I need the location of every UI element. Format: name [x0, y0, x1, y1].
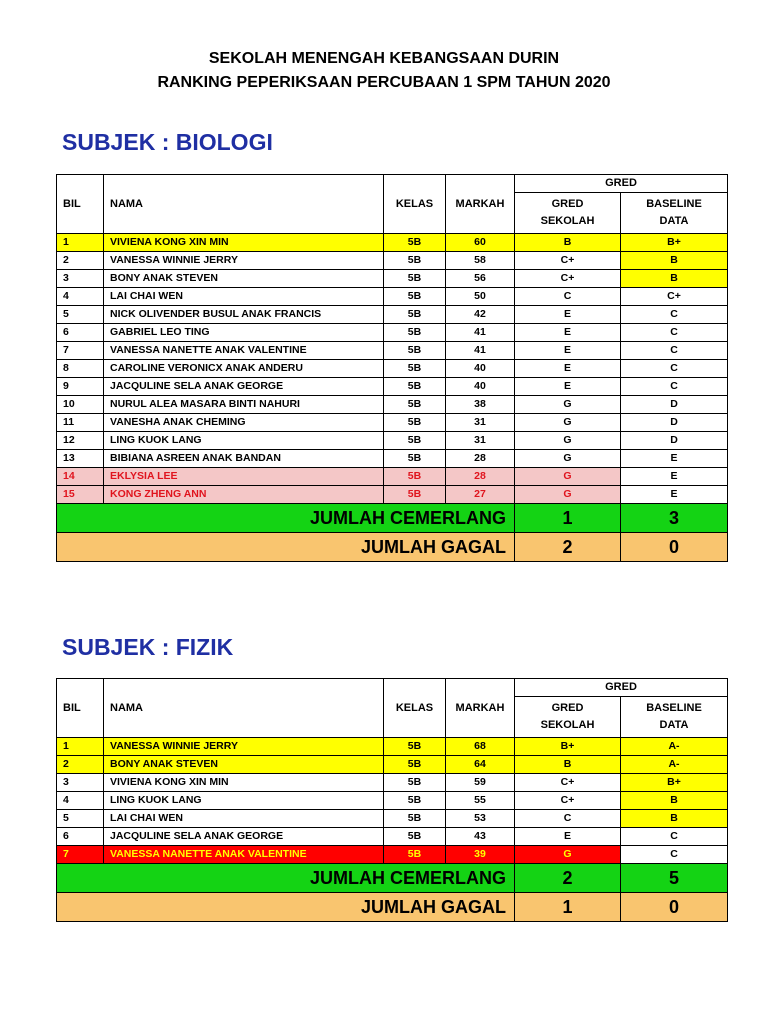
ranking-table-fizik — [56, 678, 728, 922]
cell-bil: 3 — [57, 270, 104, 288]
cell-baseline: C — [621, 324, 728, 342]
cell-kelas: 5B — [384, 846, 446, 864]
cell-baseline: D — [621, 432, 728, 450]
col-header-nama: NAMA — [104, 175, 384, 234]
cell-baseline: E — [621, 468, 728, 486]
cell-nama: CAROLINE VERONICX ANAK ANDERU — [104, 360, 384, 378]
cell-nama: BONY ANAK STEVEN — [104, 756, 384, 774]
cell-nama: JACQULINE SELA ANAK GEORGE — [104, 828, 384, 846]
cell-kelas: 5B — [384, 486, 446, 504]
cell-baseline: C+ — [621, 288, 728, 306]
table-row — [57, 288, 728, 306]
cell-bil: 4 — [57, 288, 104, 306]
table-row — [57, 252, 728, 270]
cell-kelas: 5B — [384, 378, 446, 396]
cell-baseline: B+ — [621, 234, 728, 252]
cell-kelas: 5B — [384, 792, 446, 810]
table-row — [57, 414, 728, 432]
table-row — [57, 486, 728, 504]
cell-kelas: 5B — [384, 738, 446, 756]
table-row — [57, 306, 728, 324]
cell-gred: G — [515, 396, 621, 414]
cell-baseline: B — [621, 270, 728, 288]
cell-gred: E — [515, 324, 621, 342]
cell-nama: NICK OLIVENDER BUSUL ANAK FRANCIS — [104, 306, 384, 324]
cell-kelas: 5B — [384, 288, 446, 306]
cell-baseline: B+ — [621, 774, 728, 792]
cell-bil: 1 — [57, 738, 104, 756]
summary-row-cemerlang — [57, 504, 728, 533]
cell-bil: 1 — [57, 234, 104, 252]
cell-kelas: 5B — [384, 414, 446, 432]
col-header-nama: NAMA — [104, 679, 384, 738]
cell-nama: BIBIANA ASREEN ANAK BANDAN — [104, 450, 384, 468]
summary-value-sekolah: 2 — [515, 864, 621, 893]
table-row — [57, 738, 728, 756]
col-header-gred: GRED — [515, 679, 728, 697]
cell-bil: 4 — [57, 792, 104, 810]
cell-bil: 10 — [57, 396, 104, 414]
table-row — [57, 468, 728, 486]
cell-nama: LAI CHAI WEN — [104, 810, 384, 828]
cell-gred: C — [515, 288, 621, 306]
cell-gred: E — [515, 828, 621, 846]
cell-nama: KONG ZHENG ANN — [104, 486, 384, 504]
cell-nama: LING KUOK LANG — [104, 792, 384, 810]
cell-nama: NURUL ALEA MASARA BINTI NAHURI — [104, 396, 384, 414]
cell-bil: 8 — [57, 360, 104, 378]
cell-baseline: A- — [621, 756, 728, 774]
cell-nama: VANESSA WINNIE JERRY — [104, 252, 384, 270]
cell-markah: 31 — [446, 414, 515, 432]
summary-row-gagal — [57, 533, 728, 562]
cell-markah: 43 — [446, 828, 515, 846]
cell-bil: 11 — [57, 414, 104, 432]
cell-gred: E — [515, 342, 621, 360]
cell-gred: G — [515, 450, 621, 468]
cell-baseline: D — [621, 396, 728, 414]
cell-bil: 2 — [57, 252, 104, 270]
cell-baseline: D — [621, 414, 728, 432]
cell-nama: VANESSA NANETTE ANAK VALENTINE — [104, 846, 384, 864]
cell-bil: 7 — [57, 846, 104, 864]
cell-baseline: C — [621, 306, 728, 324]
cell-kelas: 5B — [384, 432, 446, 450]
cell-kelas: 5B — [384, 774, 446, 792]
cell-bil: 13 — [57, 450, 104, 468]
col-header-gred-sekolah: GRED SEKOLAH — [515, 697, 621, 738]
summary-row-cemerlang — [57, 864, 728, 893]
cell-markah: 27 — [446, 486, 515, 504]
cell-markah: 58 — [446, 252, 515, 270]
cell-gred: G — [515, 414, 621, 432]
cell-gred: G — [515, 486, 621, 504]
col-header-baseline-data: BASELINE DATA — [621, 697, 728, 738]
summary-value-baseline: 0 — [621, 533, 728, 562]
cell-bil: 14 — [57, 468, 104, 486]
summary-label: JUMLAH GAGAL — [57, 533, 515, 562]
cell-bil: 5 — [57, 810, 104, 828]
cell-markah: 41 — [446, 324, 515, 342]
col-header-bil: BIL — [57, 679, 104, 738]
table-row — [57, 756, 728, 774]
cell-markah: 68 — [446, 738, 515, 756]
cell-nama: VANESHA ANAK CHEMING — [104, 414, 384, 432]
cell-markah: 60 — [446, 234, 515, 252]
col-header-bil: BIL — [57, 175, 104, 234]
cell-bil: 2 — [57, 756, 104, 774]
cell-nama: VIVIENA KONG XIN MIN — [104, 774, 384, 792]
cell-markah: 64 — [446, 756, 515, 774]
table-row — [57, 792, 728, 810]
table-row — [57, 378, 728, 396]
summary-value-baseline: 0 — [621, 893, 728, 922]
cell-bil: 9 — [57, 378, 104, 396]
subject-title-biologi: SUBJEK : BIOLOGI — [62, 129, 273, 155]
summary-label: JUMLAH CEMERLANG — [57, 864, 515, 893]
cell-markah: 28 — [446, 468, 515, 486]
summary-value-sekolah: 1 — [515, 504, 621, 533]
cell-kelas: 5B — [384, 828, 446, 846]
summary-label: JUMLAH CEMERLANG — [57, 504, 515, 533]
cell-bil: 15 — [57, 486, 104, 504]
cell-nama: VIVIENA KONG XIN MIN — [104, 234, 384, 252]
cell-nama: GABRIEL LEO TING — [104, 324, 384, 342]
cell-markah: 28 — [446, 450, 515, 468]
col-header-kelas: KELAS — [384, 175, 446, 234]
cell-kelas: 5B — [384, 270, 446, 288]
cell-baseline: B — [621, 792, 728, 810]
cell-kelas: 5B — [384, 342, 446, 360]
cell-baseline: B — [621, 810, 728, 828]
cell-kelas: 5B — [384, 234, 446, 252]
summary-value-sekolah: 2 — [515, 533, 621, 562]
cell-kelas: 5B — [384, 360, 446, 378]
col-header-gred-sekolah: GRED SEKOLAH — [515, 193, 621, 234]
cell-bil: 6 — [57, 828, 104, 846]
cell-gred: B+ — [515, 738, 621, 756]
cell-nama: VANESSA NANETTE ANAK VALENTINE — [104, 342, 384, 360]
table-row — [57, 360, 728, 378]
cell-gred: B — [515, 756, 621, 774]
cell-kelas: 5B — [384, 756, 446, 774]
col-header-baseline-data: BASELINE DATA — [621, 193, 728, 234]
cell-kelas: 5B — [384, 396, 446, 414]
cell-kelas: 5B — [384, 810, 446, 828]
cell-baseline: E — [621, 450, 728, 468]
cell-bil: 3 — [57, 774, 104, 792]
cell-nama: EKLYSIA LEE — [104, 468, 384, 486]
cell-markah: 31 — [446, 432, 515, 450]
cell-markah: 39 — [446, 846, 515, 864]
cell-nama: LAI CHAI WEN — [104, 288, 384, 306]
table-row — [57, 324, 728, 342]
cell-gred: B — [515, 234, 621, 252]
cell-baseline: C — [621, 342, 728, 360]
ranking-table-biologi — [56, 174, 728, 562]
summary-row-gagal — [57, 893, 728, 922]
cell-gred: C+ — [515, 270, 621, 288]
cell-nama: LING KUOK LANG — [104, 432, 384, 450]
cell-markah: 53 — [446, 810, 515, 828]
cell-baseline: C — [621, 360, 728, 378]
table-row — [57, 774, 728, 792]
cell-markah: 56 — [446, 270, 515, 288]
cell-bil: 12 — [57, 432, 104, 450]
cell-baseline: C — [621, 846, 728, 864]
cell-baseline: C — [621, 828, 728, 846]
cell-markah: 55 — [446, 792, 515, 810]
col-header-kelas: KELAS — [384, 679, 446, 738]
cell-markah: 38 — [446, 396, 515, 414]
cell-markah: 40 — [446, 378, 515, 396]
cell-kelas: 5B — [384, 450, 446, 468]
cell-bil: 5 — [57, 306, 104, 324]
cell-gred: E — [515, 306, 621, 324]
cell-gred: G — [515, 432, 621, 450]
cell-baseline: B — [621, 252, 728, 270]
cell-nama: JACQULINE SELA ANAK GEORGE — [104, 378, 384, 396]
cell-gred: E — [515, 378, 621, 396]
col-header-gred: GRED — [515, 175, 728, 193]
table-row — [57, 828, 728, 846]
cell-gred: C — [515, 810, 621, 828]
cell-baseline: E — [621, 486, 728, 504]
cell-nama: BONY ANAK STEVEN — [104, 270, 384, 288]
cell-baseline: A- — [621, 738, 728, 756]
table-row — [57, 270, 728, 288]
col-header-markah: MARKAH — [446, 175, 515, 234]
cell-bil: 7 — [57, 342, 104, 360]
cell-nama: VANESSA WINNIE JERRY — [104, 738, 384, 756]
cell-markah: 50 — [446, 288, 515, 306]
table-row — [57, 234, 728, 252]
table-row — [57, 810, 728, 828]
summary-label: JUMLAH GAGAL — [57, 893, 515, 922]
cell-kelas: 5B — [384, 324, 446, 342]
col-header-markah: MARKAH — [446, 679, 515, 738]
cell-gred: G — [515, 846, 621, 864]
table-row — [57, 432, 728, 450]
subject-title-fizik: SUBJEK : FIZIK — [62, 634, 234, 660]
summary-value-baseline: 3 — [621, 504, 728, 533]
cell-kelas: 5B — [384, 468, 446, 486]
table-row — [57, 396, 728, 414]
cell-gred: C+ — [515, 252, 621, 270]
cell-kelas: 5B — [384, 252, 446, 270]
cell-gred: C+ — [515, 792, 621, 810]
cell-markah: 42 — [446, 306, 515, 324]
table-row — [57, 846, 728, 864]
cell-gred: E — [515, 360, 621, 378]
cell-gred: G — [515, 468, 621, 486]
summary-value-baseline: 5 — [621, 864, 728, 893]
table-row — [57, 450, 728, 468]
summary-value-sekolah: 1 — [515, 893, 621, 922]
cell-kelas: 5B — [384, 306, 446, 324]
cell-bil: 6 — [57, 324, 104, 342]
table-row — [57, 342, 728, 360]
cell-markah: 40 — [446, 360, 515, 378]
school-name: SEKOLAH MENENGAH KEBANGSAAN DURIN — [208, 50, 560, 67]
cell-markah: 59 — [446, 774, 515, 792]
cell-baseline: C — [621, 378, 728, 396]
cell-markah: 41 — [446, 342, 515, 360]
report-title: RANKING PEPERIKSAAN PERCUBAAN 1 SPM TAHUN 2020 — [157, 74, 611, 91]
cell-gred: C+ — [515, 774, 621, 792]
